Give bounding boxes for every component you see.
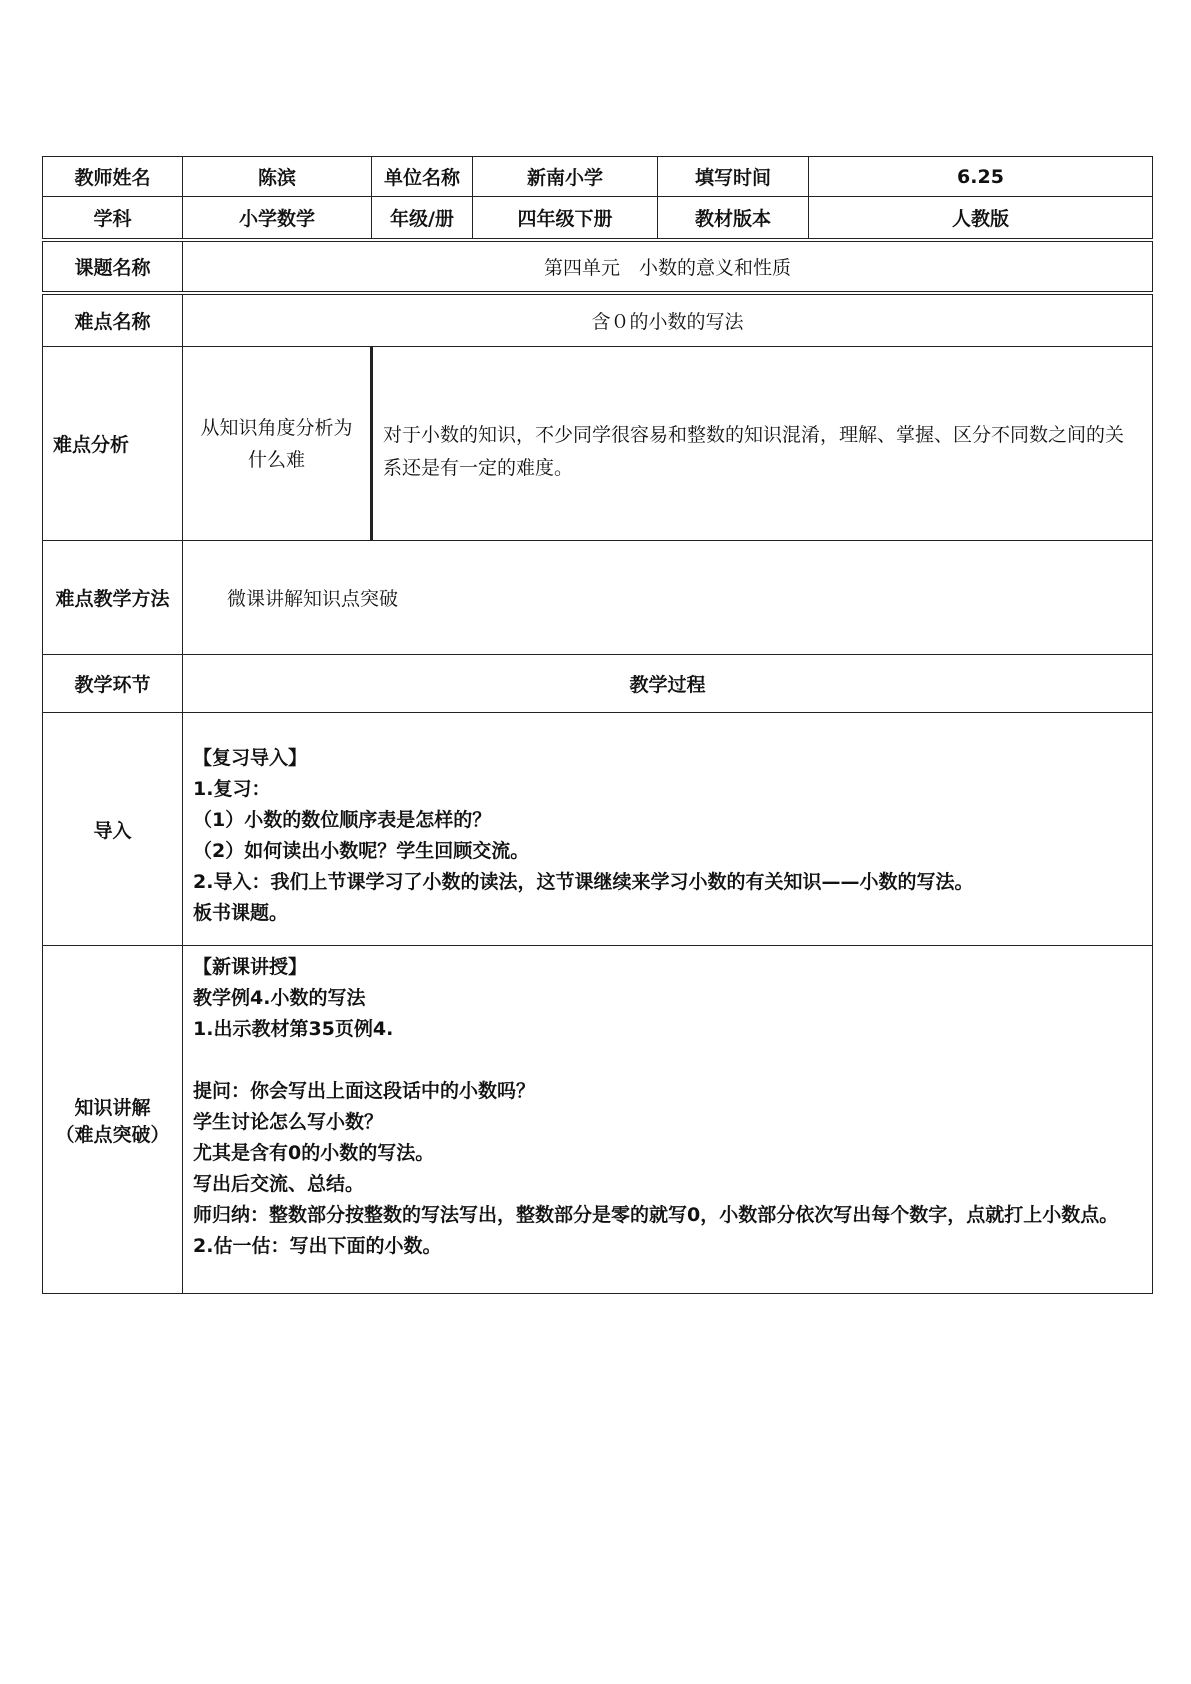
topic-value: 第四单元 小数的意义和性质 [183, 242, 1153, 292]
subject-value: 小学数学 [183, 197, 372, 239]
lesson-plan-form [42, 156, 1152, 1294]
intro-label: 导入 [43, 713, 183, 946]
knowledge-line: 2.估一估：写出下面的小数。 [193, 1235, 442, 1257]
knowledge-line: 提问：你会写出上面这段话中的小数吗？ [193, 1080, 536, 1102]
lesson-plan-table [42, 156, 1153, 1294]
knowledge-row [43, 946, 1153, 1294]
intro-line: 板书课题。 [193, 902, 289, 924]
process-title: 教学过程 [183, 655, 1153, 713]
edition-label: 教材版本 [658, 197, 809, 239]
fill-date-label: 填写时间 [658, 157, 809, 197]
knowledge-line: 学生讨论怎么写小数？ [193, 1111, 384, 1133]
intro-line: （1）小数的数位顺序表是怎样的？ [193, 809, 492, 831]
topic-row [43, 242, 1153, 292]
knowledge-label [43, 946, 183, 1294]
knowledge-content [183, 946, 1153, 1294]
knowledge-line: 1.出示教材第35页例4. [193, 1018, 394, 1040]
edition-value: 人教版 [809, 197, 1153, 239]
intro-line: 1.复习： [193, 778, 271, 800]
grade-value: 四年级下册 [473, 197, 658, 239]
knowledge-line: 教学例4.小数的写法 [193, 987, 366, 1009]
process-header-row [43, 655, 1153, 713]
analysis-sub-label: 从知识角度分析为什么难 [183, 347, 372, 541]
knowledge-label-line1: 知识讲解 [74, 1096, 151, 1119]
method-row [43, 541, 1153, 655]
analysis-row [43, 347, 1153, 541]
header-row-2 [43, 197, 1153, 239]
topic-label: 课题名称 [43, 242, 183, 292]
knowledge-label-line2: （难点突破） [55, 1123, 170, 1146]
intro-content [183, 713, 1153, 946]
knowledge-line: 【新课讲授】 [193, 956, 308, 978]
process-stage-label: 教学环节 [43, 655, 183, 713]
difficulty-value: 含０的小数的写法 [183, 295, 1153, 347]
intro-line: 2.导入：我们上节课学习了小数的读法，这节课继续来学习小数的有关知识——小数的写法。 [193, 871, 974, 893]
analysis-label: 难点分析 [43, 347, 183, 541]
method-value: 微课讲解知识点突破 [183, 541, 1153, 655]
method-label: 难点教学方法 [43, 541, 183, 655]
grade-label: 年级/册 [372, 197, 473, 239]
intro-line: （2）如何读出小数呢？学生回顾交流。 [193, 840, 530, 862]
teacher-name-value: 陈滨 [183, 157, 372, 197]
difficulty-label: 难点名称 [43, 295, 183, 347]
knowledge-line: 写出后交流、总结。 [193, 1173, 365, 1195]
fill-date-value: 6.25 [809, 157, 1153, 197]
header-row-1 [43, 157, 1153, 197]
analysis-text: 对于小数的知识，不少同学很容易和整数的知识混淆，理解、掌握、区分不同数之间的关系还是有一定的难度。 [372, 347, 1153, 541]
knowledge-line: 尤其是含有0的小数的写法。 [193, 1142, 435, 1164]
knowledge-line [193, 1045, 1142, 1076]
intro-line: 【复习导入】 [193, 747, 308, 769]
subject-label: 学科 [43, 197, 183, 239]
knowledge-line: 师归纳：整数部分按整数的写法写出，整数部分是零的就写0，小数部分依次写出每个数字，点就打上小数点。 [193, 1204, 1119, 1226]
unit-name-label: 单位名称 [372, 157, 473, 197]
teacher-name-label: 教师姓名 [43, 157, 183, 197]
intro-row [43, 713, 1153, 946]
difficulty-row [43, 295, 1153, 347]
unit-name-value: 新南小学 [473, 157, 658, 197]
